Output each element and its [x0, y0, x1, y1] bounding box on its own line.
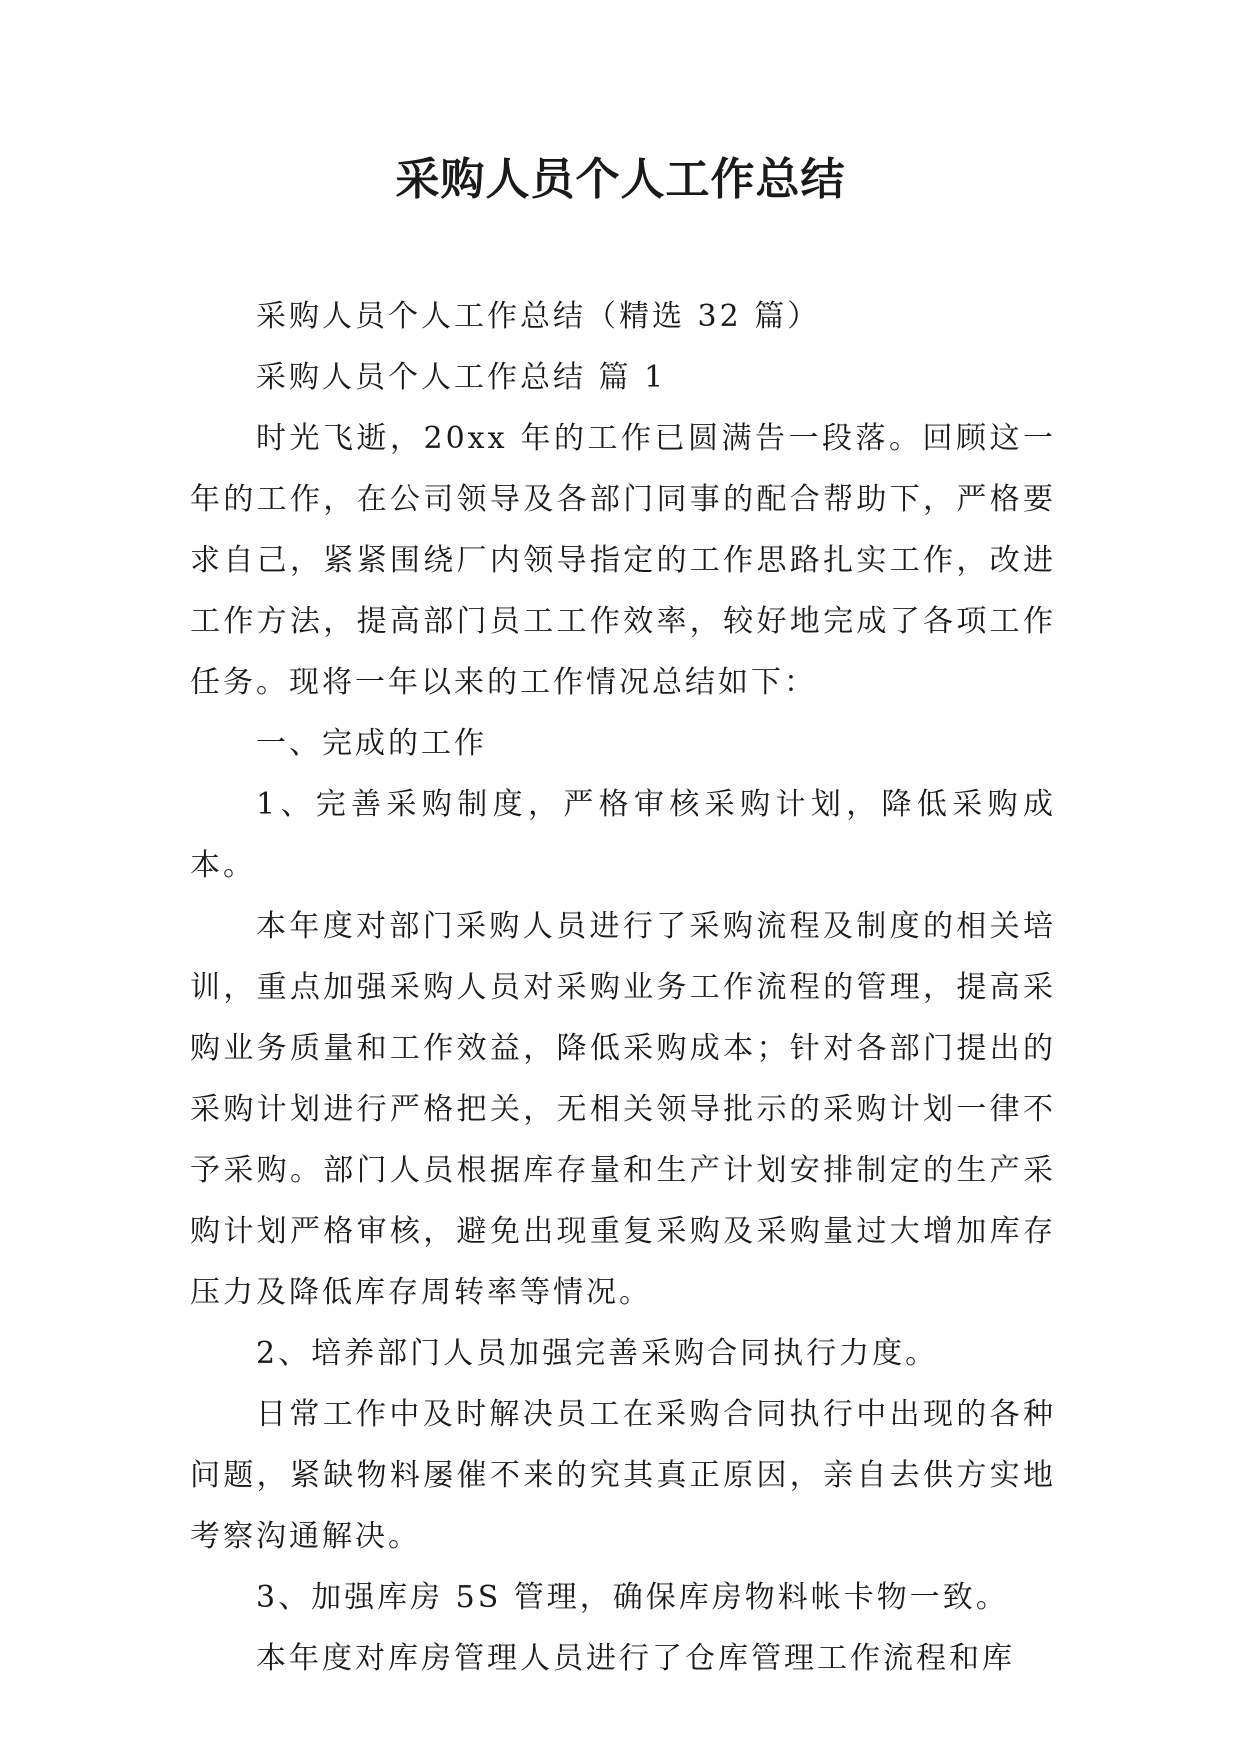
- paragraph-heading-completed-work: 一、完成的工作: [256, 726, 487, 761]
- paragraph-intro: 时光飞逝，20xx 年的工作已圆满告一段落。回顾这一年的工作，在公司领导及各部门同事的配合帮助下，严格要求自己，紧紧围绕厂内领导指定的工作思路扎实工作，改进工作方法，提高部门员工工作效率，较好地完成了各项工作任务。现将一年以来的工作情况总结如下：: [190, 421, 1056, 700]
- document-body: [190, 286, 1056, 1689]
- paragraph-item-3-body: 本年度对库房管理人员进行了仓库管理工作流程和库: [256, 1641, 1015, 1676]
- paragraph-item-1-heading: 1、完善采购制度，严格审核采购计划，降低采购成本。: [190, 787, 1056, 883]
- paragraph-item-3-heading: 3、加强库房 5S 管理，确保库房物料帐卡物一致。: [256, 1580, 1009, 1615]
- document-title: 采购人员个人工作总结: [395, 154, 846, 205]
- paragraph-subtitle: 采购人员个人工作总结（精选 32 篇）: [256, 299, 821, 334]
- paragraph-section-heading: 采购人员个人工作总结 篇 1: [256, 360, 667, 395]
- paragraph-item-2-body: 日常工作中及时解决员工在采购合同执行中出现的各种问题，紧缺物料屡催不来的究其真正原因，亲自去供方实地考察沟通解决。: [190, 1397, 1056, 1554]
- paragraph-item-2-heading: 2、培养部门人员加强完善采购合同执行力度。: [256, 1336, 939, 1371]
- paragraph-item-1-body: 本年度对部门采购人员进行了采购流程及制度的相关培训，重点加强采购人员对采购业务工作流程的管理，提高采购业务质量和工作效益，降低采购成本；针对各部门提出的采购计划进行严格把关，无相关领导批示的采购计划一律不予采购。部门人员根据库存量和生产计划安排制定的生产采购计划严格审核，避免出现重复采购及采购量过大增加库存压力及降低库存周转率等情况。: [190, 909, 1056, 1310]
